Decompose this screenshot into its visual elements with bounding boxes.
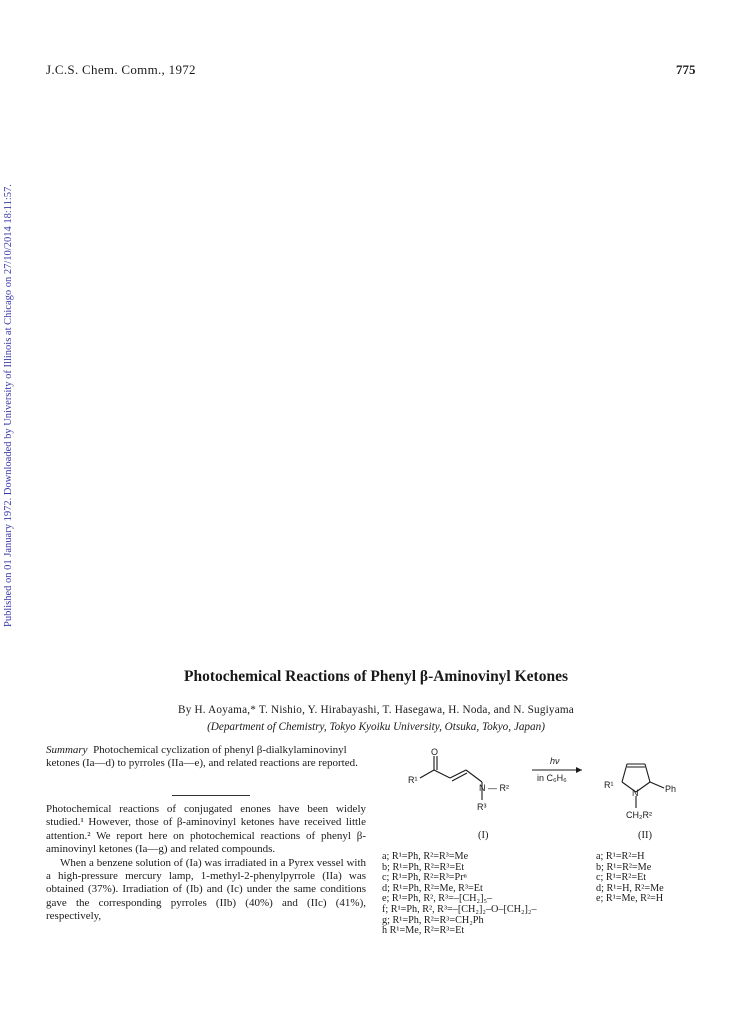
list-item: a; R¹=Ph, R²=R³=Me	[382, 851, 469, 862]
list-item: f; R¹=Ph, R², R³=–[CH₂]₂–O–[CH₂]₂–	[382, 903, 537, 915]
summary-block	[46, 744, 366, 771]
section-divider	[172, 795, 250, 796]
list-item: d; R¹=Ph, R²=Me, R³=Et	[382, 882, 483, 894]
enaminone-structure	[420, 756, 482, 800]
list-item: h R¹=Me, R²=R³=Et	[382, 925, 465, 937]
author-list: By H. Aoyama,* T. Nishio, Y. Hirabayashi, T. Hasegawa, H. Noda, and N. Sugiyama	[178, 704, 574, 716]
reaction-scheme	[382, 748, 702, 838]
article-title: Photochemical Reactions of Phenyl β-Aminovinyl Ketones	[183, 668, 568, 685]
list-item: c; R¹=Ph, R²=R³=Prⁿ	[382, 872, 467, 884]
label-r1-left: R¹	[408, 775, 418, 785]
list-item: e; R¹=Me, R²=H	[596, 893, 664, 905]
label-hv: hν	[550, 756, 560, 766]
label-phenyl: Ph	[665, 784, 677, 794]
label-n-ring: N	[632, 788, 639, 798]
substituent-list-I	[382, 852, 622, 937]
page-number: 775	[676, 62, 696, 77]
compound-number-II: (II)	[638, 830, 652, 841]
label-r3: R³	[477, 802, 487, 812]
running-header-journal: J.C.S. Chem. Comm., 1972	[46, 62, 196, 77]
paragraph: When a benzene solution of (Ia) was irradiated in a Pyrex vessel with a high-pressure mercury lamp, 1-methyl-2-phenylpyrrole (IIa) was obtained (37%). Irradiation of (Ib) and (Ic) under the same conditions gave the corresponding pyrroles (IIb) (40%) and (IIc) (41%), respectively,	[46, 856, 366, 923]
paragraph: Photochemical reactions of conjugated enones have been widely studied.¹ However, those of β-aminovinyl ketones have received little attention.² We report here on photochemical reactions of phenyl β-aminovinyl ketones (Ia—g) and related compounds.	[46, 803, 366, 856]
summary-text: Photochemical cyclization of phenyl β-dialkylaminovinyl ketones (Ia—d) to pyrroles (IIa—e), and related reactions are reported.	[46, 744, 358, 770]
list-item: b; R¹=Ph, R²=R³=Et	[382, 861, 465, 873]
summary-lead: Summary	[46, 744, 88, 756]
download-watermark: Published on 01 January 1972. Downloaded by University of Illinois at Chicago on 27/10/2014 18:11:57.	[3, 184, 14, 627]
list-item: a; R¹=R²=H	[596, 851, 645, 862]
label-oxygen: O	[431, 748, 439, 757]
label-n-r2: N — R²	[479, 783, 509, 793]
body-text	[46, 803, 366, 924]
pyrrole-structure	[622, 764, 664, 808]
list-item: e; R¹=Ph, R², R³=–[CH₂]₅–	[382, 893, 493, 905]
label-solvent: in C₆H₆	[537, 773, 567, 783]
list-item: g; R¹=Ph, R²=R³=CH₂Ph	[382, 914, 484, 926]
compound-number-I: (I)	[478, 830, 489, 841]
affiliation: (Department of Chemistry, Tokyo Kyoiku University, Otsuka, Tokyo, Japan)	[207, 721, 545, 733]
arrow-head-icon	[576, 767, 582, 773]
label-r1-right: R¹	[604, 780, 614, 790]
list-item: d; R¹=H, R²=Me	[596, 882, 664, 894]
substituent-list-II	[596, 852, 726, 905]
list-item: b; R¹=R²=Me	[596, 861, 652, 873]
list-item: c; R¹=R²=Et	[596, 872, 647, 884]
label-ch2r2: CH₂R²	[626, 810, 652, 820]
